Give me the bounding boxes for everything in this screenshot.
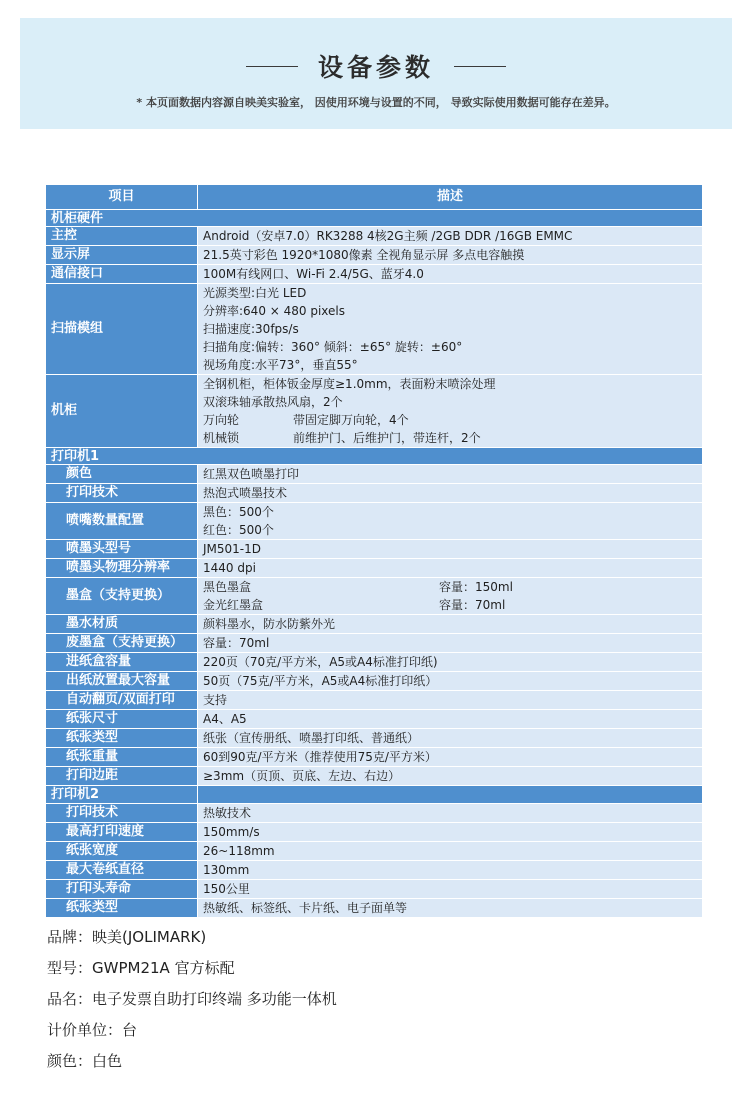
row-key: 通信接口 xyxy=(46,265,198,284)
row-key: 进纸盒容量 xyxy=(46,653,198,672)
cartridge-black: 黑色墨盒 容量：150ml xyxy=(203,580,513,594)
section-empty-cell xyxy=(198,786,703,804)
table-row xyxy=(46,861,703,880)
row-key: 喷嘴数量配置 xyxy=(46,503,198,540)
table-row xyxy=(46,375,703,448)
table-row xyxy=(46,246,703,265)
table-row xyxy=(46,503,703,540)
table-row xyxy=(46,691,703,710)
row-key: 打印技术 xyxy=(46,804,198,823)
row-value: Android（安卓7.0）RK3288 4核2G主频 /2GB DDR /16GB EMMC xyxy=(198,227,703,246)
row-value xyxy=(198,503,703,540)
row-value: ≥3mm（页顶、页底、左边、右边） xyxy=(198,767,703,786)
row-value: 150mm/s xyxy=(198,823,703,842)
table-row xyxy=(46,710,703,729)
table-row xyxy=(46,804,703,823)
row-key: 主控 xyxy=(46,227,198,246)
scan-resolution: 分辨率:640 × 480 pixels xyxy=(203,304,346,318)
brand-value: 映美(JOLIMARK) xyxy=(92,928,207,946)
table-row xyxy=(46,729,703,748)
cartridge-red: 金光红墨盒 容量：70ml xyxy=(203,598,506,612)
row-key: 纸张类型 xyxy=(46,899,198,918)
section-printer-2 xyxy=(46,786,703,804)
product-name-value: 电子发票自助打印终端 多功能一体机 xyxy=(92,990,337,1008)
title-divider-left xyxy=(246,66,298,67)
table-row xyxy=(46,578,703,615)
row-key: 墨盒（支持更换） xyxy=(46,578,198,615)
section-title: 机柜硬件 xyxy=(46,210,703,227)
table-row xyxy=(46,284,703,375)
table-row xyxy=(46,767,703,786)
banner-title-row xyxy=(20,48,732,84)
table-row xyxy=(46,559,703,578)
table-header-row xyxy=(46,185,703,210)
product-name-label: 品名： xyxy=(47,990,93,1008)
row-key: 喷墨头物理分辨率 xyxy=(46,559,198,578)
table-row xyxy=(46,227,703,246)
table-row xyxy=(46,899,703,918)
table-row xyxy=(46,748,703,767)
row-value: 热敏技术 xyxy=(198,804,703,823)
table-row xyxy=(46,634,703,653)
row-value: 130mm xyxy=(198,861,703,880)
row-key: 颜色 xyxy=(46,465,198,484)
row-value: 热泡式喷墨技术 xyxy=(198,484,703,503)
row-value: 支持 xyxy=(198,691,703,710)
scan-field-of-view: 视场角度:水平73°，垂直55° xyxy=(203,358,358,372)
header-banner xyxy=(20,18,732,129)
model-value: GWPM21A 官方标配 xyxy=(92,959,235,977)
table-row xyxy=(46,653,703,672)
color-row xyxy=(47,1046,727,1077)
spec-table xyxy=(45,184,703,918)
table-row xyxy=(46,672,703,691)
row-value: 60到90克/平方米（推荐使用75克/平方米） xyxy=(198,748,703,767)
row-value: 26~118mm xyxy=(198,842,703,861)
disclaimer-note: * 本页面数据内容源自映美实验室， 因使用环境与设置的不同， 导致实际使用数据可能存在差异。 xyxy=(136,96,616,109)
row-value: 150公里 xyxy=(198,880,703,899)
row-value: 红黑双色喷墨打印 xyxy=(198,465,703,484)
row-value xyxy=(198,578,703,615)
scan-angle: 扫描角度:偏转：360° 倾斜：±65° 旋转：±60° xyxy=(203,340,463,354)
model-row xyxy=(47,953,727,984)
row-key: 纸张宽度 xyxy=(46,842,198,861)
row-key: 最高打印速度 xyxy=(46,823,198,842)
row-value: 21.5英寸彩色 1920*1080像素 全视角显示屏 多点电容触摸 xyxy=(198,246,703,265)
row-key: 纸张重量 xyxy=(46,748,198,767)
row-key: 打印头寿命 xyxy=(46,880,198,899)
row-key: 机柜 xyxy=(46,375,198,448)
row-key: 墨水材质 xyxy=(46,615,198,634)
row-key: 喷墨头型号 xyxy=(46,540,198,559)
column-header-description: 描述 xyxy=(198,185,703,210)
unit-row xyxy=(47,1015,727,1046)
row-value: 100M有线网口、Wi-Fi 2.4/5G、蓝牙4.0 xyxy=(198,265,703,284)
row-key: 废墨盒（支持更换） xyxy=(46,634,198,653)
unit-value: 台 xyxy=(122,1021,138,1039)
nozzle-black: 黑色：500个 xyxy=(203,505,274,519)
cabinet-wheels: 万向轮 带固定脚万向轮，4个 xyxy=(203,413,409,427)
cabinet-lock: 机械锁 前维护门、后维护门，带连杆，2个 xyxy=(203,431,481,445)
row-key: 扫描模组 xyxy=(46,284,198,375)
row-key: 出纸放置最大容量 xyxy=(46,672,198,691)
row-value: 50页（75克/平方米，A5或A4标准打印纸） xyxy=(198,672,703,691)
table-row xyxy=(46,880,703,899)
table-row xyxy=(46,615,703,634)
row-key: 最大卷纸直径 xyxy=(46,861,198,880)
row-value: A4、A5 xyxy=(198,710,703,729)
brand-row xyxy=(47,922,727,953)
row-key: 打印边距 xyxy=(46,767,198,786)
product-name-row xyxy=(47,984,727,1015)
row-key: 纸张类型 xyxy=(46,729,198,748)
section-title: 打印机2 xyxy=(46,786,198,804)
scan-light-source: 光源类型:白光 LED xyxy=(203,286,307,300)
table-row xyxy=(46,540,703,559)
table-row xyxy=(46,823,703,842)
brand-label: 品牌： xyxy=(47,928,93,946)
row-value: 纸张（宣传册纸、喷墨打印纸、普通纸） xyxy=(198,729,703,748)
table-row xyxy=(46,465,703,484)
row-key: 自动翻页/双面打印 xyxy=(46,691,198,710)
cabinet-fan: 双滚珠轴承散热风扇，2个 xyxy=(203,395,343,409)
title-divider-right xyxy=(454,66,506,67)
row-value xyxy=(198,284,703,375)
row-value xyxy=(198,375,703,448)
table-row xyxy=(46,484,703,503)
row-value: JM501-1D xyxy=(198,540,703,559)
page-title: 设备参数 xyxy=(317,53,434,82)
scan-speed: 扫描速度:30fps/s xyxy=(203,322,299,336)
unit-label: 计价单位： xyxy=(47,1021,123,1039)
color-value: 白色 xyxy=(92,1052,123,1070)
row-value: 热敏纸、标签纸、卡片纸、电子面单等 xyxy=(198,899,703,918)
section-printer-1 xyxy=(46,448,703,465)
row-value: 220页（70克/平方米，A5或A4标准打印纸) xyxy=(198,653,703,672)
cabinet-steel: 全钢机柜，柜体钣金厚度≥1.0mm，表面粉末喷涂处理 xyxy=(203,377,496,391)
product-info xyxy=(47,922,727,1077)
row-key: 纸张尺寸 xyxy=(46,710,198,729)
color-label: 颜色： xyxy=(47,1052,93,1070)
section-title: 打印机1 xyxy=(46,448,703,465)
model-label: 型号： xyxy=(47,959,93,977)
row-value: 1440 dpi xyxy=(198,559,703,578)
row-value: 颜料墨水，防水防紫外光 xyxy=(198,615,703,634)
nozzle-red: 红色：500个 xyxy=(203,523,274,537)
table-row xyxy=(46,265,703,284)
column-header-item: 项目 xyxy=(46,185,198,210)
row-key: 打印技术 xyxy=(46,484,198,503)
section-cabinet-hardware xyxy=(46,210,703,227)
table-row xyxy=(46,842,703,861)
row-value: 容量：70ml xyxy=(198,634,703,653)
row-key: 显示屏 xyxy=(46,246,198,265)
